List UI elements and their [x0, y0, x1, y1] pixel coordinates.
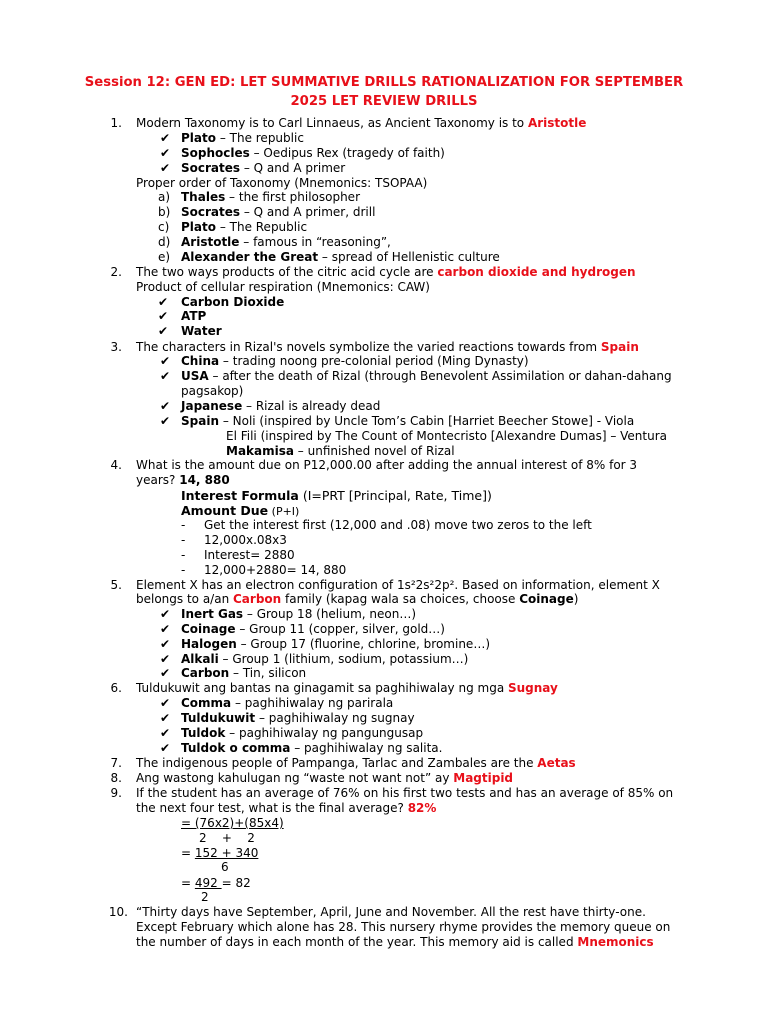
- list-item: [181, 190, 360, 205]
- question-10: “Thirty days have September, April, June and November. All the rest have thirty-one.: [136, 905, 646, 919]
- answer-text: Aetas: [537, 756, 576, 770]
- item-number: 10.: [108, 905, 128, 919]
- question-2: [136, 265, 636, 280]
- question-9-line-2: [136, 801, 436, 816]
- item-term: Tuldukuwit: [181, 711, 256, 725]
- list-item: [181, 652, 468, 667]
- question-text: Tuldukuwit ang bantas na ginagamit sa paghihiwalay ng mga: [136, 681, 508, 695]
- answer-text: Carbon: [233, 592, 282, 606]
- check-icon: ✔: [160, 711, 171, 725]
- item-desc: – paghihiwalay ng sugnay: [255, 711, 415, 725]
- question-text: Ang wastong kahulugan ng “waste not want not” ay: [136, 771, 454, 785]
- item-desc: – Tin, silicon: [229, 666, 307, 680]
- item-desc: – The Republic: [216, 220, 308, 234]
- item-number: 2.: [110, 265, 122, 279]
- item-continuation: El Fili (inspired by The Count of Montecristo [Alexandre Dumas] – Ventura: [226, 429, 668, 443]
- item-number: 4.: [110, 458, 122, 472]
- formula-desc: (P+I): [268, 505, 300, 518]
- question-4: What is the amount due on P12,000.00 after adding the annual interest of 8% for 3: [136, 458, 638, 472]
- check-icon: ✔: [160, 741, 171, 755]
- formula-term: Amount Due: [181, 503, 269, 518]
- check-icon: ✔: [158, 309, 169, 323]
- question-4-line-2: [136, 473, 230, 488]
- question-text: ): [573, 592, 579, 606]
- item-desc: – paghihiwalay ng pangungusap: [225, 726, 424, 740]
- item-term: Tuldok o comma: [181, 741, 291, 755]
- item-desc: – trading noong pre-colonial period (Ming Dynasty): [219, 354, 529, 368]
- question-8: [136, 771, 513, 786]
- question-5-line-2: [136, 592, 578, 607]
- answer-text: Sugnay: [507, 681, 558, 695]
- dash-bullet: -: [181, 548, 186, 562]
- item-term: Tuldok: [181, 726, 226, 740]
- check-icon: ✔: [160, 354, 171, 368]
- question-text: belongs to a/an: [136, 592, 233, 606]
- answer-text: carbon dioxide and hydrogen: [437, 265, 636, 279]
- item-desc: – unfinished novel of Rizal: [293, 444, 455, 458]
- check-icon: ✔: [160, 652, 171, 666]
- formula-desc: (I=PRT [Principal, Rate, Time]): [298, 488, 492, 503]
- list-item: [181, 235, 391, 250]
- title-line-1: Session 12: GEN ED: LET SUMMATIVE DRILLS RATIONALIZATION FOR SEPTEMBER: [84, 75, 684, 90]
- list-letter: b): [158, 205, 171, 219]
- formula-line: [181, 503, 299, 519]
- question-3: [136, 340, 639, 355]
- work-text: =: [181, 876, 195, 890]
- check-icon: ✔: [160, 622, 171, 636]
- item-term: Alexander the Great: [181, 250, 319, 264]
- answer-text: Magtipid: [453, 771, 514, 785]
- answer-text: 82%: [407, 801, 437, 815]
- list-item: ATP: [181, 309, 207, 323]
- answer-text: 14, 880: [179, 473, 230, 487]
- list-item: [181, 161, 345, 176]
- item-term: Coinage: [181, 622, 236, 636]
- item-number: 8.: [110, 771, 122, 785]
- question-5: Element X has an electron configuration of 1s²2s²2p². Based on information, element X: [136, 578, 660, 592]
- list-item: [181, 131, 304, 146]
- item-desc: – Q and A primer: [240, 161, 346, 175]
- item-number: 5.: [110, 578, 122, 592]
- dash-bullet: -: [181, 563, 186, 577]
- item-number: 7.: [110, 756, 122, 770]
- item-term: Plato: [181, 131, 216, 145]
- item-number: 9.: [110, 786, 122, 800]
- highlight-text: Coinage: [519, 592, 574, 606]
- item-desc: – Oedipus Rex (tragedy of faith): [249, 146, 445, 160]
- list-item: [181, 637, 490, 652]
- list-letter: e): [158, 250, 171, 264]
- item-desc: – after the death of Rizal (through Benevolent Assimilation or dahan-dahang: [208, 369, 672, 383]
- check-icon: ✔: [158, 295, 169, 309]
- check-icon: ✔: [160, 696, 171, 710]
- item-term: Japanese: [181, 399, 243, 413]
- item-desc: – Q and A primer, drill: [240, 205, 376, 219]
- title-line-2: 2025 LET REVIEW DRILLS: [290, 94, 478, 109]
- list-letter: d): [158, 235, 171, 249]
- question-text: Modern Taxonomy is to Carl Linnaeus, as Ancient Taxonomy is to: [136, 116, 528, 130]
- item-desc: – spread of Hellenistic culture: [318, 250, 500, 264]
- item-continuation: [226, 444, 455, 459]
- formula-line: [181, 488, 492, 503]
- work-text: = 82: [221, 876, 251, 890]
- check-icon: ✔: [160, 607, 171, 621]
- check-icon: ✔: [160, 399, 171, 413]
- question-text: The two ways products of the citric acid cycle are: [136, 265, 438, 279]
- list-item: [181, 607, 416, 622]
- item-term: Comma: [181, 696, 232, 710]
- item-term: USA: [181, 369, 209, 383]
- item-term: Aristotle: [181, 235, 240, 249]
- list-item: [181, 205, 375, 220]
- work-line: [181, 816, 284, 831]
- answer-text: Spain: [600, 340, 639, 354]
- work-text: 152 + 340: [194, 846, 259, 860]
- sub-heading: Proper order of Taxonomy (Mnemonics: TSOPAA): [136, 176, 428, 190]
- item-term: China: [181, 354, 220, 368]
- item-term: Sophocles: [181, 146, 250, 160]
- list-item: [181, 220, 307, 235]
- check-icon: ✔: [158, 324, 169, 338]
- dash-bullet: -: [181, 518, 186, 532]
- list-letter: c): [158, 220, 170, 234]
- item-number: 3.: [110, 340, 122, 354]
- check-icon: ✔: [160, 637, 171, 651]
- list-item: [181, 622, 445, 637]
- work-line: 2: [201, 890, 209, 904]
- item-term: Alkali: [181, 652, 219, 666]
- list-item: [181, 354, 529, 369]
- question-1: [136, 116, 586, 131]
- list-item: [181, 414, 634, 429]
- question-text: the next four test, what is the final average?: [136, 801, 408, 815]
- list-item: [181, 250, 500, 265]
- item-term: Makamisa: [226, 444, 294, 458]
- item-term: Carbon: [181, 666, 230, 680]
- answer-text: Mnemonics: [577, 935, 654, 949]
- check-icon: ✔: [160, 666, 171, 680]
- item-desc: – Group 1 (lithium, sodium, potassium…): [218, 652, 469, 666]
- item-desc: – Noli (inspired by Uncle Tom’s Cabin [Harriet Beecher Stowe] - Viola: [219, 414, 635, 428]
- work-text: =: [181, 846, 195, 860]
- list-item: [181, 726, 423, 741]
- work-line: [181, 846, 258, 861]
- step-text: Interest= 2880: [204, 548, 295, 562]
- list-item: [181, 369, 672, 384]
- item-desc: – famous in “reasoning”,: [239, 235, 391, 249]
- item-desc: – Group 18 (helium, neon…): [243, 607, 417, 621]
- item-continuation: pagsakop): [181, 384, 244, 398]
- item-term: Thales: [181, 190, 226, 204]
- check-icon: ✔: [160, 131, 171, 145]
- item-desc: – the first philosopher: [225, 190, 360, 204]
- list-letter: a): [158, 190, 171, 204]
- work-line: 2 + 2: [199, 831, 255, 845]
- answer-text: Aristotle: [527, 116, 587, 130]
- question-text: family (kapag wala sa choices, choose: [281, 592, 520, 606]
- list-item: [181, 696, 393, 711]
- item-desc: – Group 11 (copper, silver, gold…): [235, 622, 445, 636]
- step-text: 12,000+2880= 14, 880: [204, 563, 347, 577]
- list-item: [181, 666, 306, 681]
- question-text: years?: [136, 473, 180, 487]
- work-line: 6: [221, 860, 229, 874]
- sub-heading: Product of cellular respiration (Mnemonics: CAW): [136, 280, 430, 294]
- question-7: [136, 756, 576, 771]
- question-6: [136, 681, 558, 696]
- document-title: [84, 73, 684, 111]
- item-term: Plato: [181, 220, 216, 234]
- list-item: [181, 741, 442, 756]
- item-number: 1.: [110, 116, 122, 130]
- work-text: 492: [194, 876, 222, 890]
- item-desc: – Group 17 (fluorine, chlorine, bromine…): [236, 637, 490, 651]
- check-icon: ✔: [160, 726, 171, 740]
- dash-bullet: -: [181, 533, 186, 547]
- formula-term: Interest Formula: [181, 488, 299, 503]
- item-desc: – Rizal is already dead: [242, 399, 381, 413]
- item-desc: – paghihiwalay ng parirala: [231, 696, 394, 710]
- item-term: Socrates: [181, 161, 241, 175]
- item-term: Inert Gas: [181, 607, 244, 621]
- item-number: 6.: [110, 681, 122, 695]
- question-text: The characters in Rizal's novels symbolize the varied reactions towards from: [136, 340, 601, 354]
- question-9: If the student has an average of 76% on his first two tests and has an average of 85% on: [136, 786, 674, 800]
- item-desc: – The republic: [216, 131, 304, 145]
- list-item: Water: [181, 324, 222, 338]
- step-text: Get the interest first (12,000 and .08) move two zeros to the left: [204, 518, 592, 532]
- work-line: [181, 876, 251, 891]
- list-item: [181, 146, 445, 161]
- check-icon: ✔: [160, 414, 171, 428]
- check-icon: ✔: [160, 161, 171, 175]
- list-item: [181, 711, 415, 726]
- check-icon: ✔: [160, 146, 171, 160]
- list-item: [181, 399, 380, 414]
- item-desc: – paghihiwalay ng salita.: [290, 741, 443, 755]
- question-text: the number of days in each month of the year. This memory aid is called: [136, 935, 578, 949]
- item-term: Halogen: [181, 637, 237, 651]
- check-icon: ✔: [160, 369, 171, 383]
- item-term: Spain: [181, 414, 219, 428]
- question-10-line-3: [136, 935, 654, 950]
- work-text: = (76x2)+(85x4): [181, 816, 284, 830]
- question-10-line-2: Except February which alone has 28. This nursery rhyme provides the memory queue on: [136, 920, 671, 934]
- list-item: Carbon Dioxide: [181, 295, 285, 309]
- step-text: 12,000x.08x3: [204, 533, 287, 547]
- question-text: The indigenous people of Pampanga, Tarlac and Zambales are the: [136, 756, 538, 770]
- item-term: Socrates: [181, 205, 241, 219]
